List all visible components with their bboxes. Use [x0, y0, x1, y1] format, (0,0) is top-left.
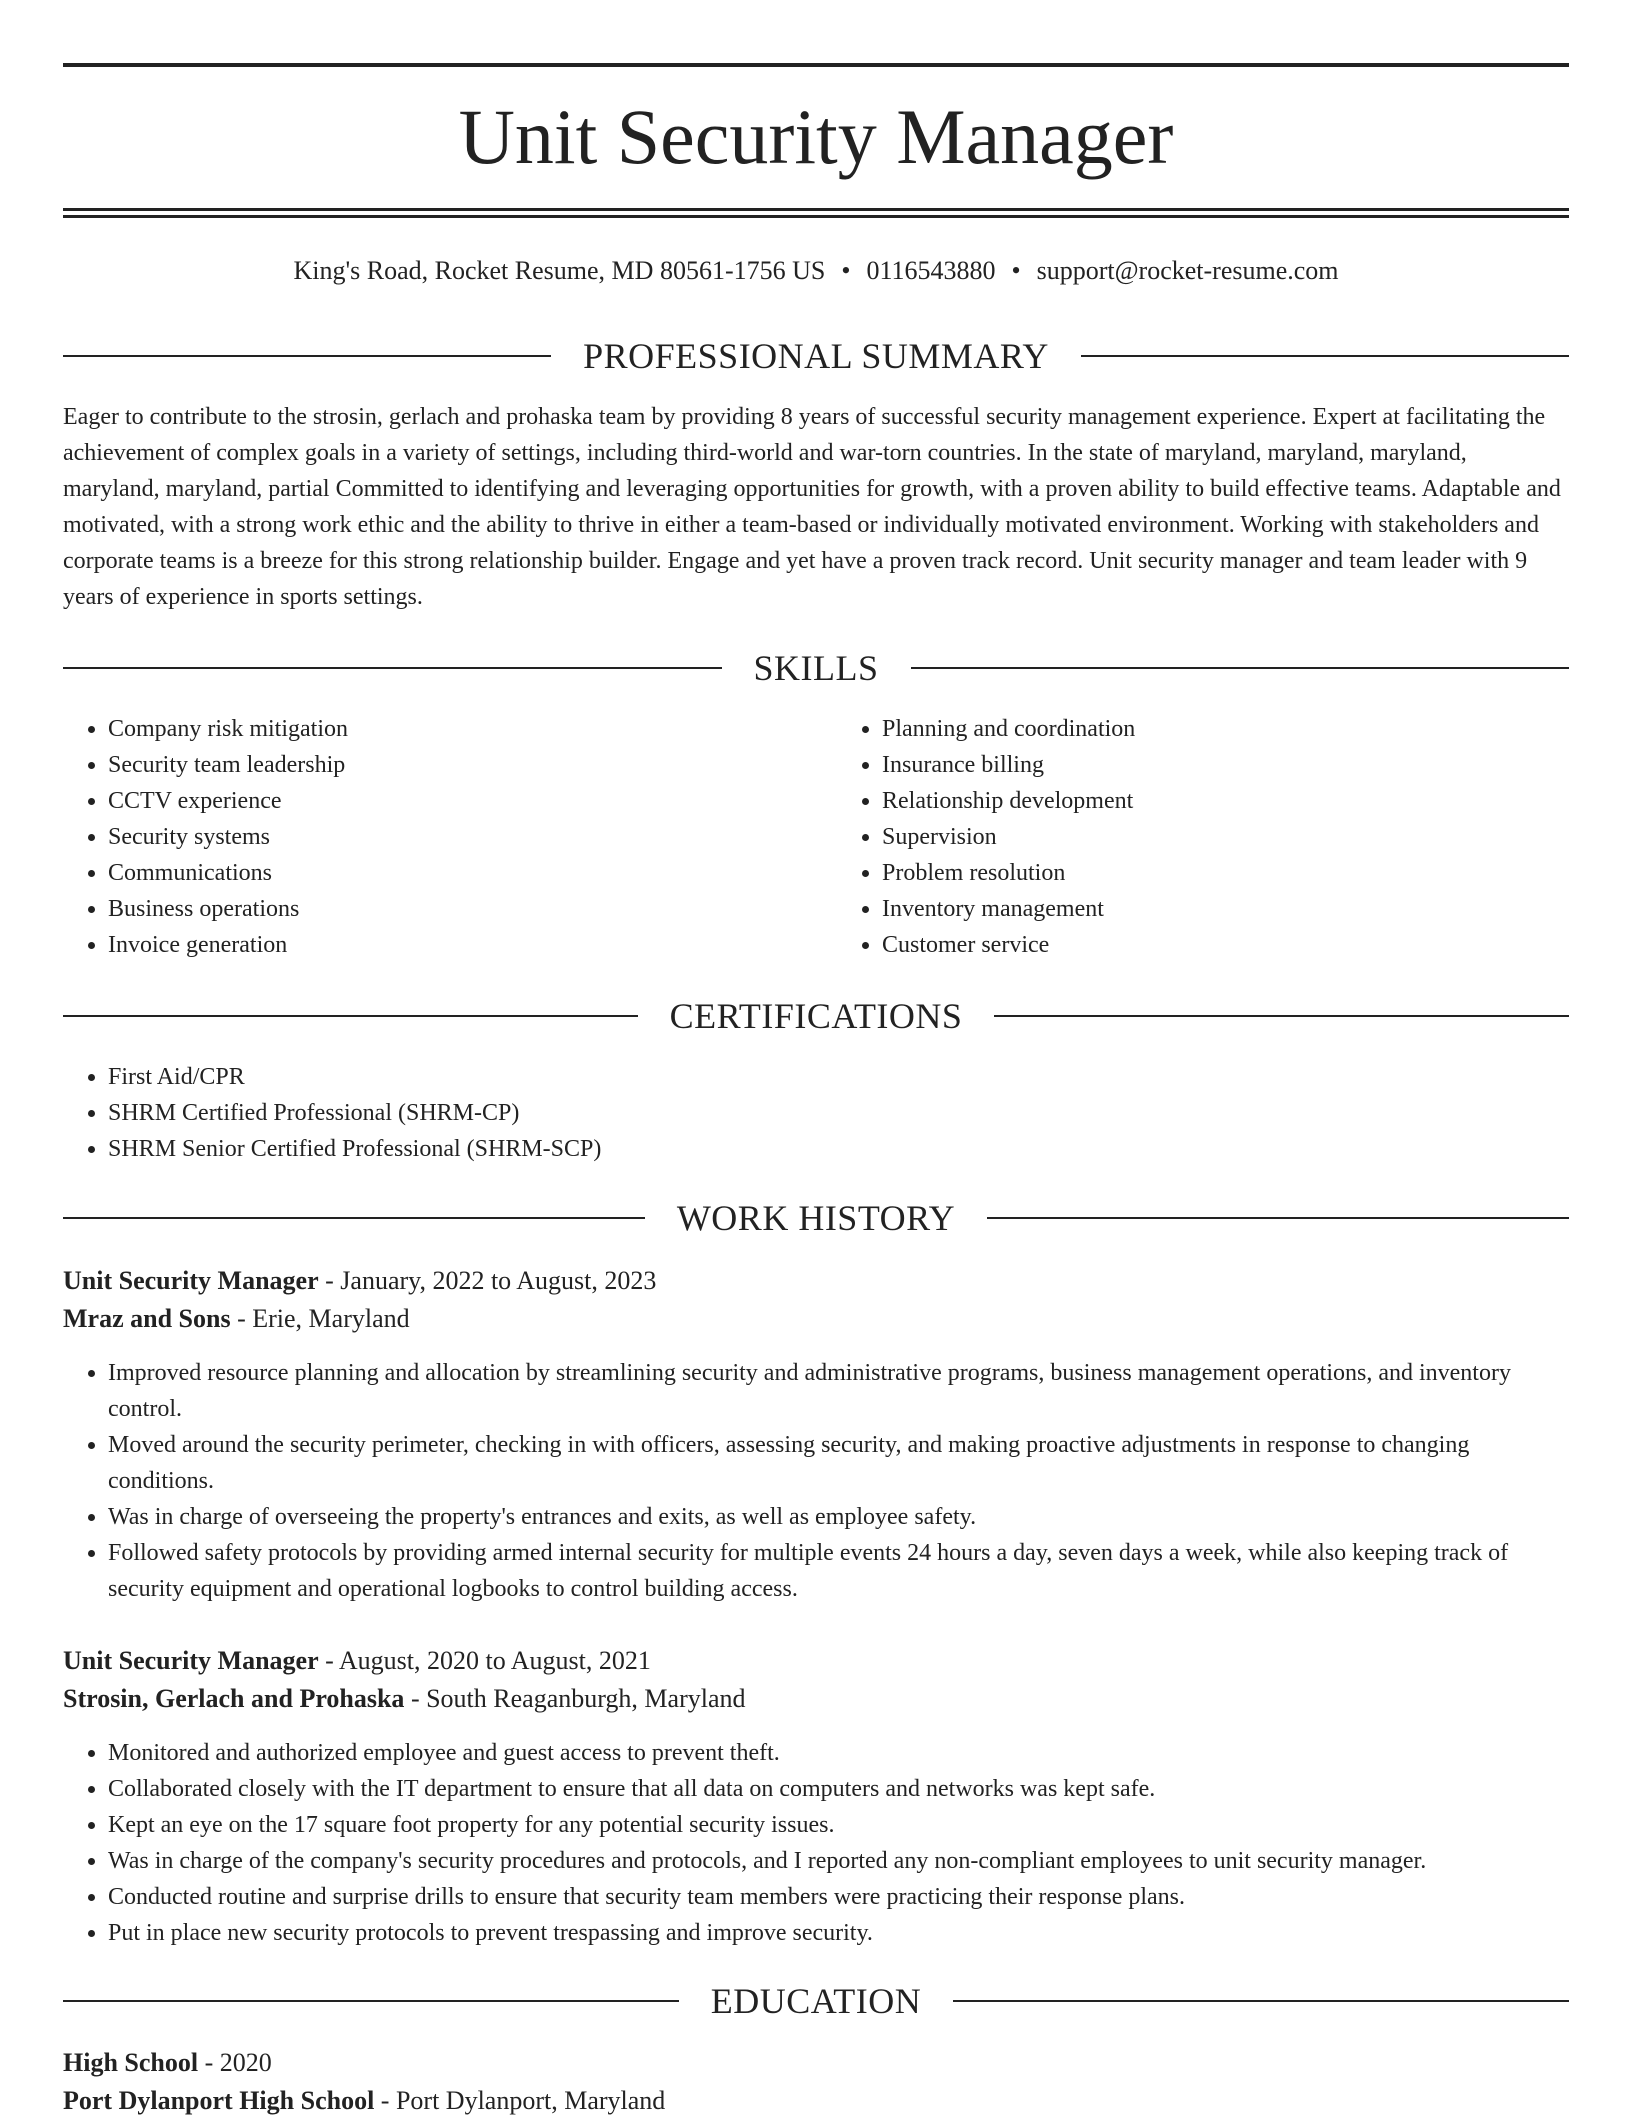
job-dates: - January, 2022 to August, 2023: [318, 1266, 657, 1295]
section-title: WORK HISTORY: [676, 1198, 956, 1238]
section-title: CERTIFICATIONS: [669, 996, 963, 1036]
section-header-certifications: [63, 996, 1569, 1036]
section-rule: [987, 1217, 1569, 1219]
skill-item: • Relationship development: [882, 783, 1569, 819]
job-bullet: • Moved around the security perimeter, checking in with officers, assessing security, and making proactive adjustments in response to changing conditions.: [108, 1427, 1569, 1499]
section-title: PROFESSIONAL SUMMARY: [583, 336, 1049, 376]
job-company-line: [63, 1300, 1569, 1338]
job-bullet: • Monitored and authorized employee and guest access to prevent theft.: [108, 1735, 1569, 1771]
section-rule: [63, 1015, 638, 1017]
job-bullet: • Was in charge of overseeing the property's entrances and exits, as well as employee safety.: [108, 1499, 1569, 1535]
section-rule: [953, 2000, 1569, 2002]
job-company: Mraz and Sons: [63, 1304, 231, 1333]
section-rule: [63, 667, 722, 669]
contact-separator: •: [841, 256, 851, 285]
skill-item: • Security systems: [108, 819, 795, 855]
skills-column-left: [63, 711, 795, 963]
certifications-list: [63, 1059, 1569, 1167]
section-title: SKILLS: [753, 648, 879, 688]
certification-item: • SHRM Certified Professional (SHRM-CP): [108, 1095, 1569, 1131]
skill-item: • Customer service: [882, 927, 1569, 963]
education-school: Port Dylanport High School: [63, 2086, 375, 2115]
education-entry: [63, 2044, 1569, 2120]
section-title: EDUCATION: [710, 1981, 922, 2021]
job-bullet: • Put in place new security protocols to prevent trespassing and improve security.: [108, 1915, 1569, 1951]
contact-address: King's Road, Rocket Resume, MD 80561-1756 US: [293, 256, 826, 285]
skills-column-right: [795, 711, 1569, 963]
skill-item: • Inventory management: [882, 891, 1569, 927]
contact-separator: •: [1011, 256, 1021, 285]
section-header-summary: [63, 336, 1569, 376]
section-rule: [63, 355, 551, 357]
skill-item: • Security team leadership: [108, 747, 795, 783]
skill-item: • Insurance billing: [882, 747, 1569, 783]
job-bullet: • Conducted routine and surprise drills to ensure that security team members were practicing their response plans.: [108, 1879, 1569, 1915]
section-rule: [63, 1217, 645, 1219]
education-location: - Port Dylanport, Maryland: [374, 2086, 666, 2115]
section-rule: [1081, 355, 1569, 357]
top-rule: [63, 63, 1569, 67]
job-bullet: • Collaborated closely with the IT department to ensure that all data on computers and networks was kept safe.: [108, 1771, 1569, 1807]
skill-item: • Planning and coordination: [882, 711, 1569, 747]
job-company-line: [63, 1680, 1569, 1718]
job-dates: - August, 2020 to August, 2021: [318, 1646, 651, 1675]
section-rule: [994, 1015, 1569, 1017]
section-rule: [911, 667, 1570, 669]
education-degree: High School: [63, 2048, 199, 2077]
job-bullet: • Improved resource planning and allocation by streamlining security and administrative programs, business management operations, and inventory control.: [108, 1355, 1569, 1427]
skill-item: • Supervision: [882, 819, 1569, 855]
section-header-education: [63, 1981, 1569, 2021]
certification-item: • SHRM Senior Certified Professional (SHRM-SCP): [108, 1131, 1569, 1167]
contact-email: support@rocket-resume.com: [1036, 256, 1339, 285]
job-location: - South Reaganburgh, Maryland: [404, 1684, 746, 1713]
skills-list: [63, 711, 1569, 963]
summary-text: Eager to contribute to the strosin, gerlach and prohaska team by providing 8 years of successful security management experience. Expert at facilitating the achievement of complex goals in a variety of settings, including third-world and war-torn countries. In the state of maryland, maryland, maryland, maryland, maryland, partial Committed to identifying and leveraging opportunities for growth, with a proven ability to build effective teams. Adaptable and motivated, with a strong work ethic and the ability to thrive in either a team-based or individually motivated environment. Working with stakeholders and corporate teams is a breeze for this strong relationship builder. Engage and yet have a proven track record. Unit security manager and team leader with 9 years of experience in sports settings.: [63, 404, 1561, 610]
resume-title: Unit Security Manager: [458, 93, 1174, 180]
certification-item: • First Aid/CPR: [108, 1059, 1569, 1095]
job-location: - Erie, Maryland: [230, 1304, 410, 1333]
job-title: Unit Security Manager: [63, 1266, 319, 1295]
skill-item: • Communications: [108, 855, 795, 891]
contact-phone: 0116543880: [866, 256, 996, 285]
section-header-skills: [63, 648, 1569, 688]
job-bullets: [63, 1355, 1569, 1607]
job-company: Strosin, Gerlach and Prohaska: [63, 1684, 405, 1713]
job-title-line: [63, 1262, 1569, 1300]
title-double-rule: [63, 208, 1569, 218]
job-bullets: [63, 1735, 1569, 1951]
skill-item: • Company risk mitigation: [108, 711, 795, 747]
skill-item: • Business operations: [108, 891, 795, 927]
section-header-work-history: [63, 1198, 1569, 1238]
job-entry: [63, 1262, 1569, 1338]
education-year: - 2020: [198, 2048, 272, 2077]
job-bullet: • Followed safety protocols by providing armed internal security for multiple events 24 hours a day, seven days a week, while also keeping track of security equipment and operational logbooks to control building access.: [108, 1535, 1569, 1607]
skill-item: • Invoice generation: [108, 927, 795, 963]
job-bullet: • Kept an eye on the 17 square foot property for any potential security issues.: [108, 1807, 1569, 1843]
education-school-line: [63, 2082, 1569, 2120]
job-title: Unit Security Manager: [63, 1646, 319, 1675]
education-degree-line: [63, 2044, 1569, 2082]
job-title-line: [63, 1642, 1569, 1680]
job-entry: [63, 1642, 1569, 1718]
section-rule: [63, 2000, 679, 2002]
skill-item: • Problem resolution: [882, 855, 1569, 891]
job-bullet: • Was in charge of the company's security procedures and protocols, and I reported any non-compliant employees to unit security manager.: [108, 1843, 1569, 1879]
contact-line: [63, 254, 1569, 288]
skill-item: • CCTV experience: [108, 783, 795, 819]
